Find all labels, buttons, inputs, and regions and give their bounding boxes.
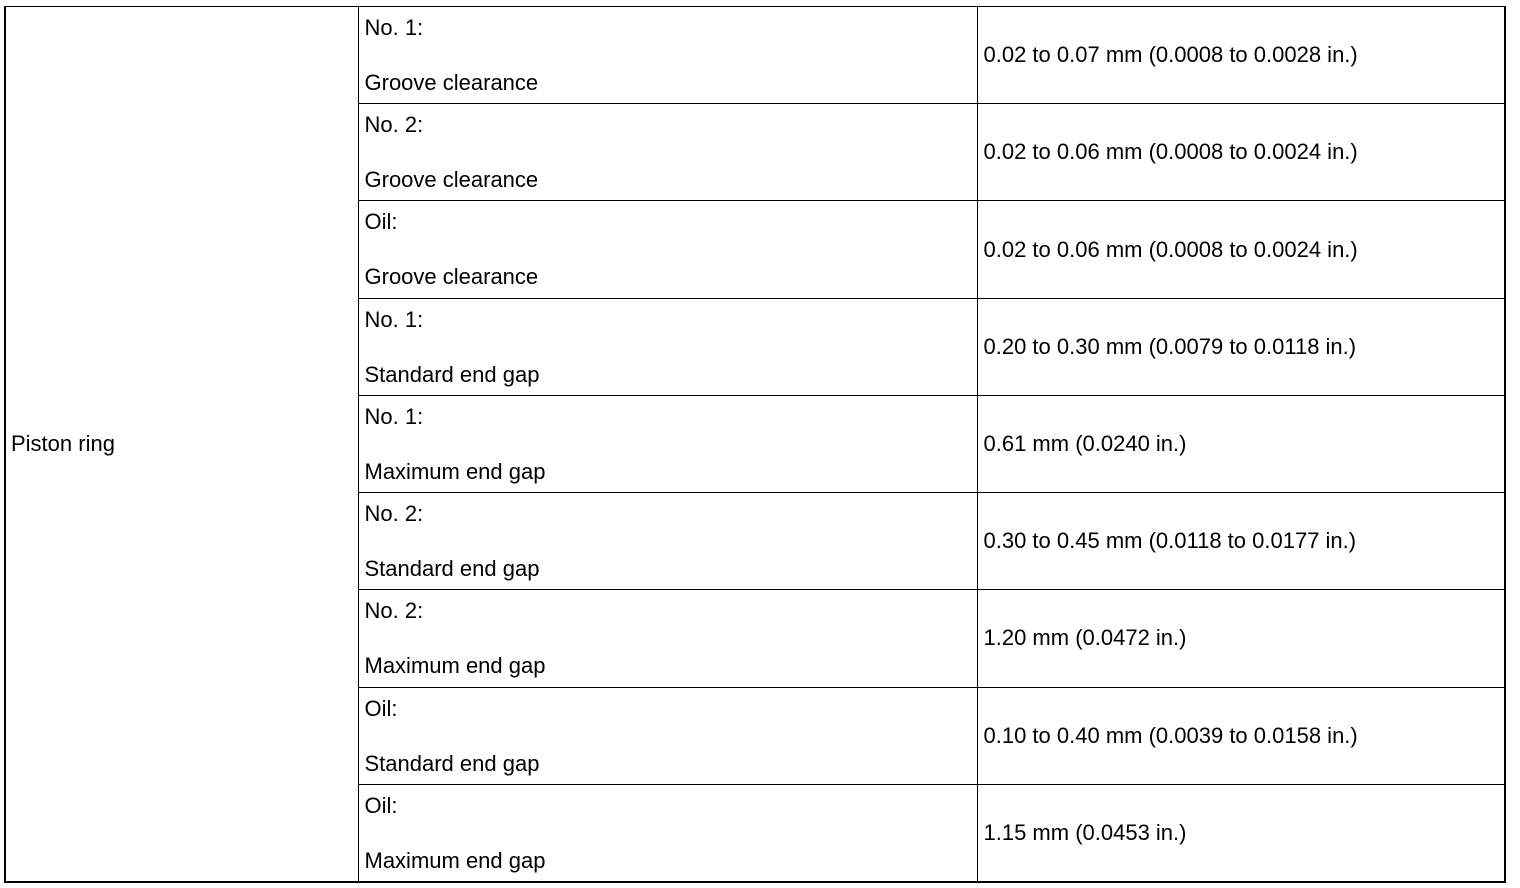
item-cell — [358, 7, 977, 104]
measurement-label: Maximum end gap — [364, 458, 546, 484]
ring-label: Oil: — [364, 209, 398, 235]
item-cell — [358, 493, 977, 590]
value-cell: 1.20 mm (0.0472 in.) — [977, 590, 1505, 687]
ring-label: No. 1: — [364, 15, 424, 40]
item-cell — [358, 590, 977, 687]
ring-label: No. 2: — [364, 598, 424, 624]
item-cell — [358, 104, 977, 201]
ring-label: Oil: — [364, 695, 398, 721]
measurement-label: Standard end gap — [364, 750, 540, 776]
piston-ring-spec-table — [4, 6, 1506, 883]
item-cell — [358, 298, 977, 395]
ring-label: Oil: — [364, 792, 398, 818]
ring-label: No. 2: — [364, 112, 424, 138]
table-row — [5, 7, 1505, 104]
item-cell — [358, 201, 977, 298]
item-cell — [358, 687, 977, 784]
measurement-label: Standard end gap — [364, 361, 540, 387]
value-cell: 0.20 to 0.30 mm (0.0079 to 0.0118 in.) — [977, 298, 1505, 395]
measurement-label: Groove clearance — [364, 264, 539, 290]
measurement-label: Standard end gap — [364, 556, 540, 582]
value-cell: 0.02 to 0.07 mm (0.0008 to 0.0028 in.) — [977, 7, 1505, 104]
measurement-label: Maximum end gap — [364, 847, 546, 873]
measurement-label: Groove clearance — [364, 70, 539, 95]
item-cell — [358, 395, 977, 492]
value-cell: 0.02 to 0.06 mm (0.0008 to 0.0024 in.) — [977, 201, 1505, 298]
value-cell: 0.61 mm (0.0240 in.) — [977, 395, 1505, 492]
ring-label: No. 1: — [364, 403, 424, 429]
measurement-label: Maximum end gap — [364, 653, 546, 679]
value-cell: 0.02 to 0.06 mm (0.0008 to 0.0024 in.) — [977, 104, 1505, 201]
ring-label: No. 2: — [364, 501, 424, 527]
value-cell: 1.15 mm (0.0453 in.) — [977, 784, 1505, 882]
item-cell — [358, 784, 977, 882]
measurement-label: Groove clearance — [364, 167, 539, 193]
value-cell: 0.30 to 0.45 mm (0.0118 to 0.0177 in.) — [977, 493, 1505, 590]
value-cell: 0.10 to 0.40 mm (0.0039 to 0.0158 in.) — [977, 687, 1505, 784]
ring-label: No. 1: — [364, 306, 424, 332]
component-cell: Piston ring — [5, 7, 358, 883]
